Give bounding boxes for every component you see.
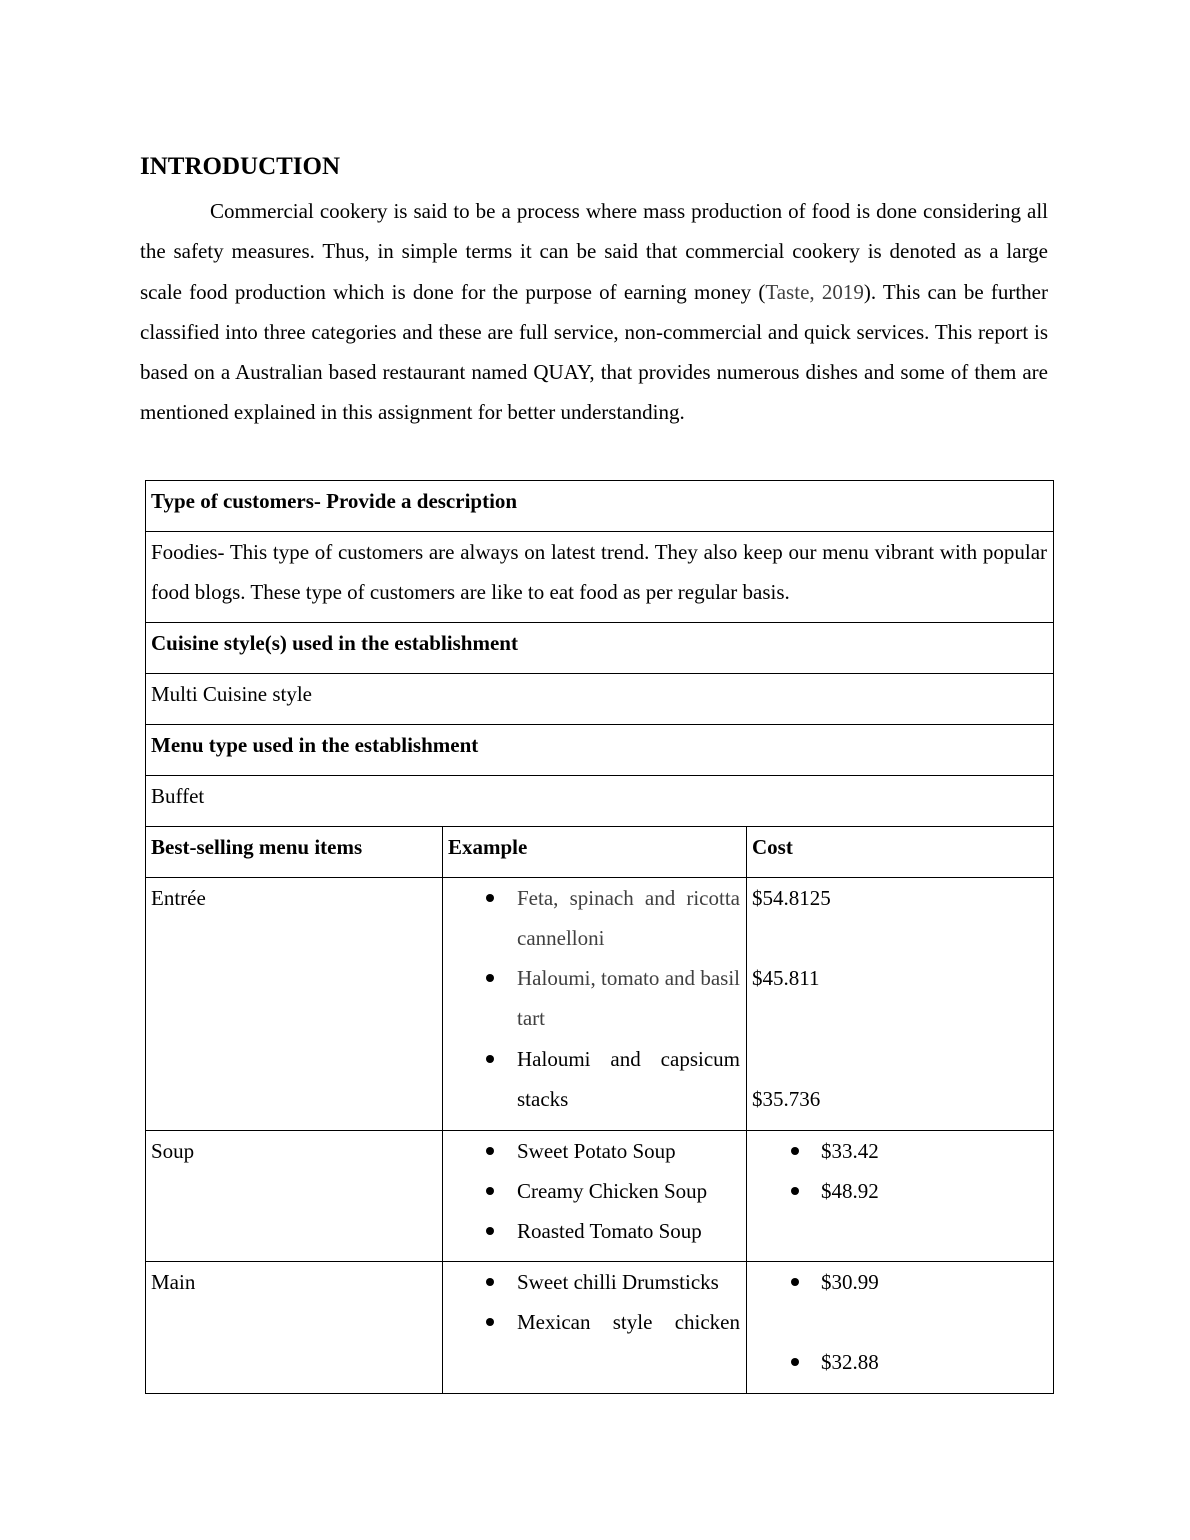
costs-cell	[747, 877, 1054, 1130]
intro-text-2: ). This can be further classified into three categories and these are full service, non-commercial and quick services. This report is based on a Australian based restaurant named QUAY, that provides numerous dishes and some of them are mentioned explained in this assignment for better understanding.	[140, 279, 1049, 425]
category-cell: Main	[146, 1261, 443, 1393]
list-item: Feta, spinach and ricotta cannelloni	[448, 878, 740, 959]
example-list	[448, 878, 740, 1120]
cost-value: $32.88	[752, 1342, 1047, 1382]
column-header-items: Best-selling menu items	[146, 826, 443, 877]
list-item: Roasted Tomato Soup	[448, 1211, 740, 1251]
menu-type-heading: Menu type used in the establishment	[146, 724, 1054, 775]
example-list	[448, 1262, 740, 1343]
cost-value: $30.99	[752, 1262, 1047, 1302]
list-item: Haloumi, tomato and basil tart	[448, 958, 740, 1039]
category-cell: Entrée	[146, 877, 443, 1130]
citation: Taste, 2019	[765, 279, 864, 304]
list-item	[448, 1262, 740, 1302]
examples-cell	[443, 1130, 747, 1261]
customers-description: Foodies- This type of customers are always on latest trend. They also keep our menu vibrant with popular food blogs. These type of customers are like to eat food as per regular basis.	[146, 532, 1054, 623]
section-heading: INTRODUCTION	[140, 153, 341, 180]
category-cell: Soup	[146, 1130, 443, 1261]
examples-cell	[443, 1261, 747, 1393]
cost-value: $45.811	[752, 966, 820, 991]
list-item-text: Sweet chilli Drumsticks	[517, 1269, 719, 1294]
table-row	[146, 1261, 1054, 1393]
cost-value: $33.42	[752, 1131, 1047, 1171]
cuisine-value: Multi Cuisine style	[146, 673, 1054, 724]
costs-cell	[747, 1261, 1054, 1393]
cost-list	[752, 1131, 1047, 1212]
menu-type-value: Buffet	[146, 775, 1054, 826]
cost-list	[752, 1262, 1047, 1383]
list-item: Mexican style chicken	[448, 1302, 740, 1342]
list-item: Haloumi and capsicum stacks	[448, 1039, 740, 1120]
intro-paragraph	[140, 191, 1048, 433]
customers-heading: Type of customers- Provide a description	[146, 481, 1054, 532]
menu-info-table	[145, 480, 1054, 1394]
cost-value: $35.736	[752, 1087, 821, 1112]
list-item: Creamy Chicken Soup	[448, 1171, 740, 1211]
examples-cell	[443, 877, 747, 1130]
example-list	[448, 1131, 740, 1252]
list-item: Sweet Potato Soup	[448, 1131, 740, 1171]
column-header-cost: Cost	[747, 826, 1054, 877]
cost-value: $48.92	[752, 1171, 1047, 1211]
intro-text-1: Commercial cookery is said to be a process where mass production of food is done considering all the safety measures. Thus, in simple terms it can be said that commercial cookery is denoted as a large scale food production which is done for the purpose of earning money (	[140, 199, 1048, 304]
cost-value: $54.8125	[752, 885, 831, 910]
column-header-example: Example	[443, 826, 747, 877]
cuisine-heading: Cuisine style(s) used in the establishment	[146, 622, 1054, 673]
table-row	[146, 1130, 1054, 1261]
table-row	[146, 877, 1054, 1130]
costs-cell	[747, 1130, 1054, 1261]
